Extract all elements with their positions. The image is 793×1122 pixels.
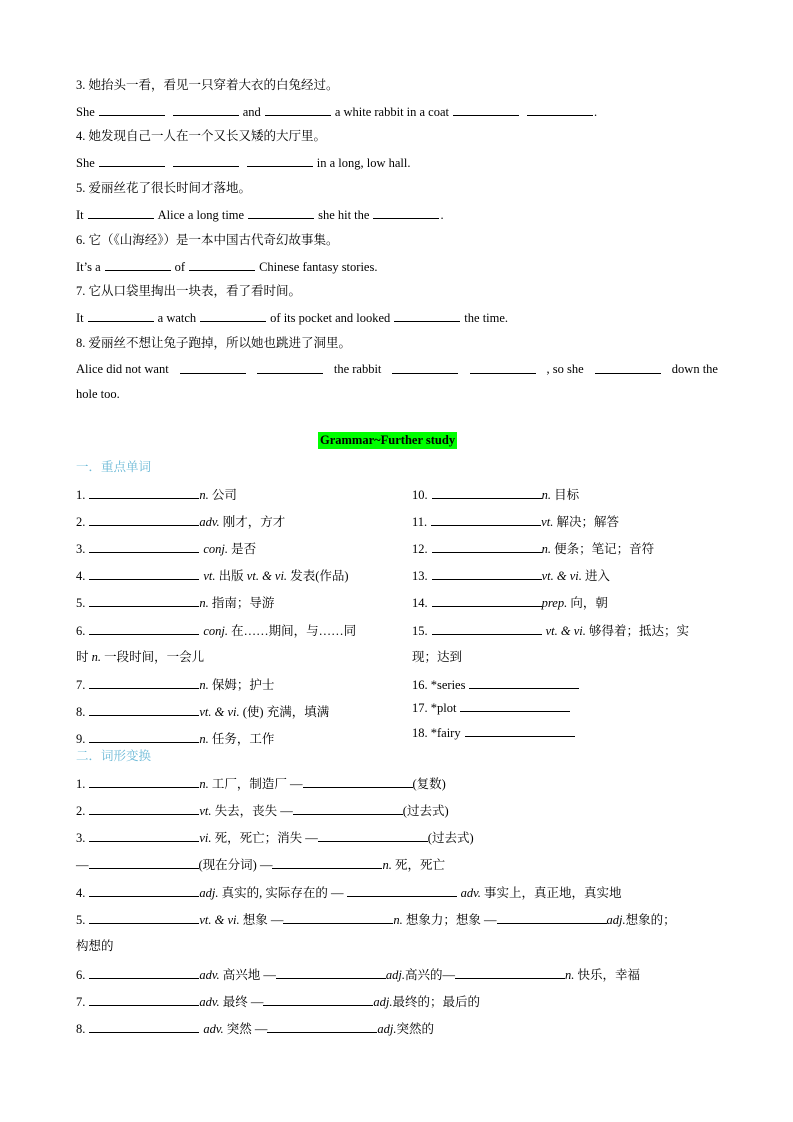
text: 5.	[76, 913, 86, 927]
text: *plot	[430, 701, 457, 715]
text: a watch	[157, 311, 197, 325]
text: 1.	[76, 777, 86, 791]
blank[interactable]	[89, 622, 199, 635]
text: 保姆；护士	[211, 678, 275, 692]
text: 失去，丧失 —	[214, 804, 293, 818]
text: She	[76, 105, 95, 119]
vocab-item	[412, 540, 654, 557]
blank[interactable]	[248, 206, 314, 219]
blank[interactable]	[89, 730, 199, 743]
blank[interactable]	[89, 993, 199, 1006]
text: 出版	[218, 569, 244, 583]
text: 突然 —	[226, 1022, 268, 1036]
text: vt. & vi.	[246, 569, 288, 583]
forms-item	[76, 884, 622, 901]
text: (过去式)	[402, 804, 449, 818]
text: 时	[76, 650, 89, 664]
text: vt. & vi.	[541, 569, 582, 583]
text: 高兴地 —	[222, 968, 276, 982]
text: 7.	[76, 678, 86, 692]
blank[interactable]	[431, 513, 541, 526]
blank[interactable]	[89, 540, 199, 553]
text: 4.	[76, 886, 86, 900]
text: 4.	[76, 569, 86, 583]
text: *fairy	[430, 726, 461, 740]
vocab-item	[412, 622, 689, 639]
blank[interactable]	[432, 622, 542, 635]
vocab-item	[76, 703, 329, 720]
blank[interactable]	[89, 676, 199, 689]
vocab-item	[412, 724, 575, 741]
vocab-item-cont	[76, 649, 204, 665]
text: in a long, low hall.	[316, 156, 411, 170]
text: n.	[541, 488, 551, 502]
text: 发表(作品)	[290, 569, 349, 583]
blank[interactable]	[257, 361, 323, 374]
text: 指南；导游	[211, 596, 275, 610]
question-3-zh: 3. 她抬头一看，看见一只穿着大衣的白兔经过。	[76, 78, 339, 92]
blank[interactable]	[99, 154, 165, 167]
text: 死，死亡	[394, 858, 445, 872]
blank[interactable]	[469, 676, 579, 689]
blank[interactable]	[392, 361, 458, 374]
vocab-item-cont: 现；达到	[412, 650, 463, 664]
text: n.	[541, 542, 551, 556]
text: she hit the	[318, 208, 370, 222]
text: adv.	[199, 968, 220, 982]
text: 17.	[412, 701, 428, 715]
text: 任务，工作	[211, 732, 275, 746]
blank[interactable]	[200, 309, 266, 322]
text: 18.	[412, 726, 428, 740]
text: n.	[199, 732, 209, 746]
vocab-heading: 一．重点单词	[76, 460, 152, 474]
blank[interactable]	[453, 103, 519, 116]
question-3-en	[76, 103, 597, 120]
text: adj.	[385, 968, 405, 982]
blank[interactable]	[373, 206, 439, 219]
question-4-en	[76, 154, 411, 171]
blank[interactable]	[497, 911, 607, 924]
text: vt. & vi.	[199, 913, 240, 927]
blank[interactable]	[89, 567, 199, 580]
section-title: Grammar~Further study	[320, 433, 456, 447]
text: —	[76, 858, 89, 872]
text: adj.	[373, 995, 393, 1009]
text: vt.	[203, 569, 216, 583]
question-5-zh: 5. 爱丽丝花了很长时间才落地。	[76, 181, 252, 195]
blank[interactable]	[89, 513, 199, 526]
text: 3.	[76, 542, 86, 556]
blank[interactable]	[173, 154, 239, 167]
text: 进入	[585, 569, 611, 583]
vocab-item	[412, 567, 610, 584]
vocab-item	[76, 622, 356, 639]
text: 12.	[412, 542, 428, 556]
text: 目标	[554, 488, 580, 502]
blank[interactable]	[595, 361, 661, 374]
text: adv.	[199, 515, 220, 529]
text: n.	[199, 488, 209, 502]
text: 15.	[412, 624, 428, 638]
text: 工厂，制造厂 —	[211, 777, 303, 791]
vocab-item	[412, 513, 619, 530]
text: prep.	[541, 596, 568, 610]
vocab-item	[76, 730, 274, 747]
text: n.	[199, 678, 209, 692]
blank[interactable]	[293, 802, 403, 815]
vocab-item	[412, 486, 579, 503]
question-8-en-cont: hole too.	[76, 387, 120, 401]
text: *series	[430, 678, 466, 692]
blank[interactable]	[455, 966, 565, 979]
text: .	[594, 105, 598, 119]
blank[interactable]	[89, 594, 199, 607]
blank[interactable]	[318, 829, 428, 842]
text: vt.	[199, 804, 212, 818]
blank[interactable]	[189, 258, 255, 271]
blank[interactable]	[460, 699, 570, 712]
blank[interactable]	[394, 309, 460, 322]
vocab-item	[412, 594, 608, 611]
text: 9.	[76, 732, 86, 746]
blank[interactable]	[432, 486, 542, 499]
text: 向，朝	[570, 596, 608, 610]
text: 高兴的—	[405, 968, 456, 982]
text: conj.	[203, 624, 229, 638]
text: n.	[565, 968, 575, 982]
text: , so she	[546, 362, 584, 376]
vocab-item	[412, 699, 570, 716]
blank[interactable]	[527, 103, 593, 116]
blank[interactable]	[88, 206, 154, 219]
blank[interactable]	[89, 775, 199, 788]
text: 8.	[76, 1022, 86, 1036]
blank[interactable]	[89, 856, 199, 869]
blank[interactable]	[89, 703, 199, 716]
text: 1.	[76, 488, 86, 502]
text: 6.	[76, 968, 86, 982]
blank[interactable]	[88, 309, 154, 322]
text: 真实的, 实际存在的 —	[221, 886, 344, 900]
text: 死，死亡；消失 —	[214, 831, 318, 845]
vocab-item	[76, 676, 274, 693]
vocab-item	[412, 676, 579, 693]
vocab-item	[76, 513, 285, 530]
text: Alice did not want	[76, 362, 169, 376]
blank[interactable]	[432, 594, 542, 607]
text: 是否	[231, 542, 257, 556]
blank[interactable]	[89, 884, 199, 897]
text: n.	[393, 913, 403, 927]
text: of its pocket and looked	[270, 311, 391, 325]
question-6-en	[76, 258, 377, 275]
forms-item	[76, 775, 446, 792]
text: a white rabbit in a coat	[334, 105, 450, 119]
forms-item	[76, 911, 676, 928]
text: It	[76, 208, 84, 222]
text: 想象的；	[625, 913, 676, 927]
text: adv.	[199, 995, 220, 1009]
text: adj.	[377, 1022, 397, 1036]
text: 最终的；最后的	[392, 995, 481, 1009]
text: 13.	[412, 569, 428, 583]
text: Alice a long time	[157, 208, 245, 222]
blank[interactable]	[267, 1020, 377, 1033]
text: of	[174, 260, 186, 274]
text: 14.	[412, 596, 428, 610]
blank[interactable]	[89, 966, 199, 979]
vocab-item	[76, 540, 256, 557]
blank[interactable]	[272, 856, 382, 869]
text: 7.	[76, 995, 86, 1009]
blank[interactable]	[89, 1020, 199, 1033]
text: and	[242, 105, 261, 119]
text: 16.	[412, 678, 428, 692]
text: n.	[199, 777, 209, 791]
text: 突然的	[396, 1022, 435, 1036]
question-7-zh: 7. 它从口袋里掏出一块表，看了看时间。	[76, 284, 302, 298]
blank[interactable]	[173, 103, 239, 116]
forms-heading: 二．词形变换	[76, 749, 152, 763]
text: 想象力；想象 —	[405, 913, 497, 927]
text: adj.	[606, 913, 626, 927]
text: 解决；解答	[556, 515, 619, 529]
question-8-en	[76, 361, 718, 377]
blank[interactable]	[265, 103, 331, 116]
text: 一段时间，一会儿	[104, 650, 205, 664]
text: It	[76, 311, 84, 325]
blank[interactable]	[89, 802, 199, 815]
text: n.	[199, 596, 209, 610]
blank[interactable]	[347, 884, 457, 897]
forms-item	[76, 1020, 434, 1037]
blank[interactable]	[99, 103, 165, 116]
forms-item	[76, 802, 449, 819]
text: 2.	[76, 804, 86, 818]
text: 刚才，方才	[222, 515, 286, 529]
forms-item	[76, 966, 640, 983]
text: adv.	[460, 886, 481, 900]
text: 够得着；抵达；实	[589, 624, 690, 638]
text: 快乐，幸福	[577, 968, 641, 982]
blank[interactable]	[89, 486, 199, 499]
text: 在……期间，与……同	[231, 624, 357, 638]
text: n.	[91, 650, 102, 664]
text: Chinese fantasy stories.	[259, 260, 378, 274]
question-7-en	[76, 309, 508, 326]
forms-item	[76, 993, 480, 1010]
text: .	[440, 208, 444, 222]
text: 2.	[76, 515, 86, 529]
text: adj.	[199, 886, 219, 900]
text: vt. & vi.	[545, 624, 586, 638]
blank[interactable]	[89, 829, 199, 842]
text: 5.	[76, 596, 86, 610]
blank[interactable]	[303, 775, 413, 788]
text: (使) 充满，填满	[242, 705, 330, 719]
text: the time.	[464, 311, 509, 325]
text: vt. & vi.	[199, 705, 240, 719]
text: She	[76, 156, 95, 170]
text: the rabbit	[333, 362, 382, 376]
text: vt.	[541, 515, 554, 529]
forms-item-cont	[76, 856, 445, 873]
text: (复数)	[412, 777, 446, 791]
text: 最终 —	[222, 995, 264, 1009]
blank[interactable]	[432, 540, 542, 553]
text: 想象 —	[242, 913, 284, 927]
text: 6.	[76, 624, 86, 638]
blank[interactable]	[180, 361, 246, 374]
blank[interactable]	[465, 724, 575, 737]
question-6-zh: 6. 它（《山海经》）是一本中国古代奇幻故事集。	[76, 233, 339, 247]
text: vi.	[199, 831, 212, 845]
question-8-zh: 8. 爱丽丝不想让兔子跑掉，所以她也跳进了洞里。	[76, 336, 352, 350]
question-5-en	[76, 206, 444, 223]
question-4-zh: 4. 她发现自己一人在一个又长又矮的大厅里。	[76, 129, 327, 143]
blank[interactable]	[263, 993, 373, 1006]
text: 公司	[211, 488, 237, 502]
vocab-item	[76, 567, 349, 584]
text: (过去式)	[427, 831, 474, 845]
text: 便条；笔记；音符	[554, 542, 655, 556]
forms-item-cont: 构想的	[76, 939, 114, 953]
blank[interactable]	[89, 911, 199, 924]
text: 8.	[76, 705, 86, 719]
text: conj.	[203, 542, 229, 556]
blank[interactable]	[105, 258, 171, 271]
forms-item	[76, 829, 474, 846]
text: 11.	[412, 515, 428, 529]
text: down the	[671, 362, 718, 376]
blank[interactable]	[283, 911, 393, 924]
blank[interactable]	[247, 154, 313, 167]
vocab-item	[76, 594, 274, 611]
blank[interactable]	[276, 966, 386, 979]
text: 事实上，真正地，真实地	[484, 886, 622, 900]
text: It’s a	[76, 260, 101, 274]
vocab-item	[76, 486, 237, 503]
text: adv.	[203, 1022, 224, 1036]
text: n.	[382, 858, 392, 872]
text: 10.	[412, 488, 428, 502]
text: 3.	[76, 831, 86, 845]
blank[interactable]	[432, 567, 542, 580]
blank[interactable]	[470, 361, 536, 374]
text: (现在分词) —	[198, 858, 273, 872]
